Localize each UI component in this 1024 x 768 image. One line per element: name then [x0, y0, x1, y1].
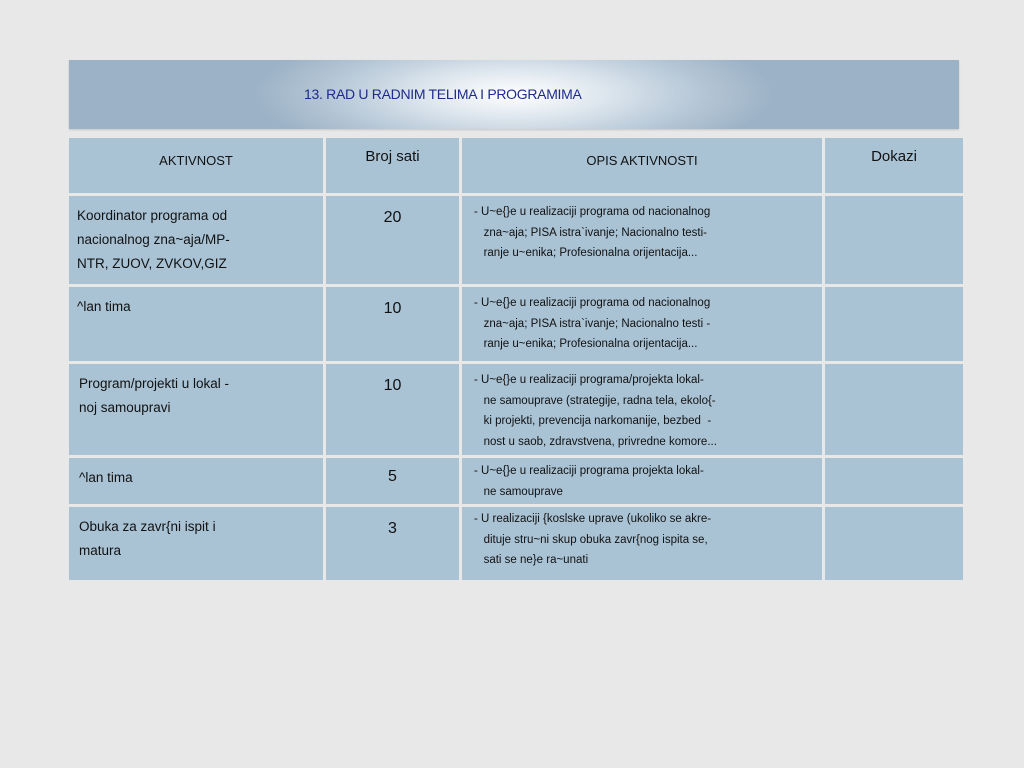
table-row: [69, 507, 963, 580]
table-header-row: [69, 138, 963, 193]
cell-opis: - U~e{}e u realizaciji programa/projekta lokal- ne samouprave (strategije, radna tela, ekolo{- ki projekti, prevencija narkomanije, bezbed - nost u saob, zdravstvena, privredne komore...: [462, 364, 822, 455]
cell-dokazi: [825, 196, 963, 284]
cell-opis: - U~e{}e u realizaciji programa od nacionalnog zna~aja; PISA istra`ivanje; Nacionalno testi - ranje u~enika; Profesionalna orijentacija...: [462, 287, 822, 361]
cell-broj-sati: 10: [326, 364, 459, 455]
header-opis-aktivnosti: OPIS AKTIVNOSTI: [462, 138, 822, 193]
cell-aktivnost: ^lan tima: [69, 458, 323, 504]
header-broj-sati: Broj sati: [326, 138, 459, 193]
slide-title-bar: [69, 60, 959, 129]
cell-aktivnost: Obuka za zavr{ni ispit i matura: [69, 507, 323, 580]
table-row: [69, 196, 963, 284]
table-row: [69, 287, 963, 361]
cell-aktivnost: Program/projekti u lokal - noj samoupravi: [69, 364, 323, 455]
cell-broj-sati: 20: [326, 196, 459, 284]
cell-dokazi: [825, 364, 963, 455]
cell-broj-sati: 5: [326, 458, 459, 504]
table-row: [69, 458, 963, 504]
cell-opis: - U~e{}e u realizaciji programa od nacionalnog zna~aja; PISA istra`ivanje; Nacionalno testi- ranje u~enika; Profesionalna orijentacija...: [462, 196, 822, 284]
table-row: [69, 364, 963, 455]
cell-dokazi: [825, 458, 963, 504]
cell-dokazi: [825, 287, 963, 361]
cell-aktivnost: Koordinator programa od nacionalnog zna~aja/MP- NTR, ZUOV, ZVKOV,GIZ: [69, 196, 323, 284]
activities-table: [66, 135, 966, 583]
header-aktivnost: AKTIVNOST: [69, 138, 323, 193]
cell-broj-sati: 10: [326, 287, 459, 361]
header-dokazi: Dokazi: [825, 138, 963, 193]
cell-opis: - U~e{}e u realizaciji programa projekta lokal- ne samouprave: [462, 458, 822, 504]
cell-aktivnost: ^lan tima: [69, 287, 323, 361]
cell-broj-sati: 3: [326, 507, 459, 580]
cell-dokazi: [825, 507, 963, 580]
cell-opis: - U realizaciji {koslske uprave (ukoliko se akre- dituje stru~ni skup obuka zavr{nog ispita se, sati se ne}e ra~unati: [462, 507, 822, 580]
slide-title: 13. RAD U RADNIM TELIMA I PROGRAMIMA: [304, 86, 582, 102]
